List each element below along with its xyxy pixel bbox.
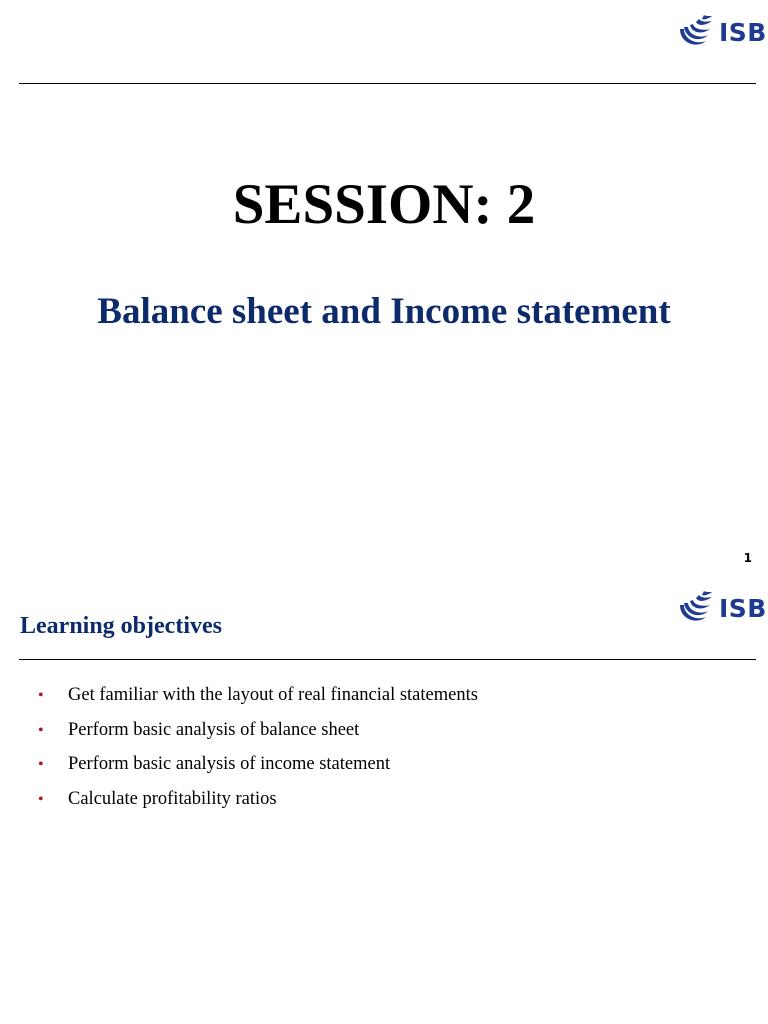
- logo-text: ISB: [719, 593, 767, 623]
- isb-logo: [678, 15, 767, 49]
- list-item: [38, 685, 478, 720]
- slide-title: Learning objectives: [20, 613, 222, 639]
- list-item: [38, 754, 478, 789]
- session-subtitle: Balance sheet and Income statement: [97, 291, 671, 332]
- logo-text: ISB: [719, 17, 767, 47]
- isb-logo-icon: [678, 15, 716, 49]
- slide-number: 1: [743, 551, 752, 565]
- slide-2: [0, 576, 768, 1024]
- session-title: SESSION: 2: [232, 173, 536, 236]
- list-item-text: Get familiar with the layout of real financial statements: [68, 685, 478, 705]
- bullet-icon: •: [38, 790, 44, 808]
- isb-logo-icon: [678, 591, 716, 625]
- list-item: [38, 720, 478, 755]
- list-item-text: Calculate profitability ratios: [68, 788, 277, 809]
- list-item: [38, 789, 478, 824]
- bullet-icon: •: [38, 756, 44, 773]
- isb-logo: [678, 591, 767, 625]
- header-divider: [19, 83, 756, 84]
- bullet-icon: •: [38, 721, 44, 739]
- list-item-text: Perform basic analysis of income statement: [68, 754, 391, 774]
- list-item-text: Perform basic analysis of balance sheet: [68, 719, 360, 740]
- bullet-icon: •: [38, 687, 44, 704]
- header-divider: [19, 659, 756, 660]
- objectives-list: [38, 685, 478, 823]
